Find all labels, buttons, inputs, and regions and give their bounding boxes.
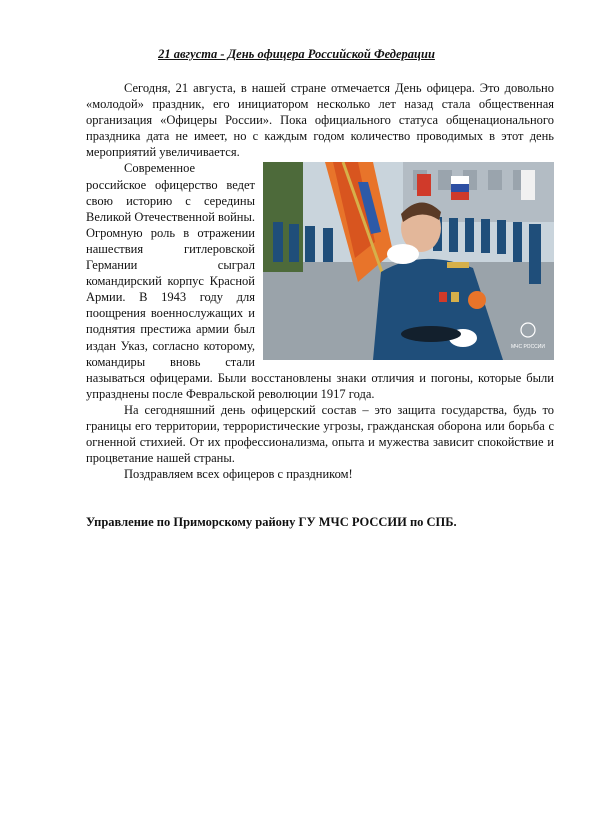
- paragraph-1: Сегодня, 21 августа, в нашей стране отмечается День офицера. Это довольно «молодой» праздник, его инициатором несколько лет назад стала общественная организация «Офицеры России». Пока официального статуса общенационального праздника дата не имеет, но с каждым годом количество проводимых в этот день мероприятий увеличивается.: [86, 81, 554, 160]
- parade-photo: [263, 162, 554, 360]
- officer-kissing-banner-illustration: [263, 162, 554, 360]
- document-title: 21 августа - День офицера Российской Федерации: [158, 47, 435, 61]
- paragraph-4: Поздравляем всех офицеров с праздником!: [124, 467, 353, 482]
- paragraph-3: На сегодняшний день офицерский состав – это защита государства, будь то границы его территории, террористические угрозы, гражданская оборона или борьба с огненной стихией. От их профессионализма, опыта и мужества зависит спокойствие и процветание нашей страны.: [86, 402, 554, 466]
- watermark-text: МЧС РОССИИ: [511, 344, 545, 351]
- signature: Управление по Приморскому району ГУ МЧС РОССИИ по СПБ.: [86, 515, 457, 529]
- document-body: [86, 80, 554, 482]
- paragraph-2: Современное российское офицерство ведет свою историю с середины Великой Отечественной войны. Огромную роль в отражении нашествия гитлеровской Германии сыграл командирский корпус Красной Армии. В 1943 году для поощрения военнослужащих и поднятия престижа армии был издан Указ, согласно которому, командиры вновь стали называться офицерами. Были восстановлены знаки отличия и погоны, которые были упразднены после Февральской революции 1917 года.: [86, 161, 554, 401]
